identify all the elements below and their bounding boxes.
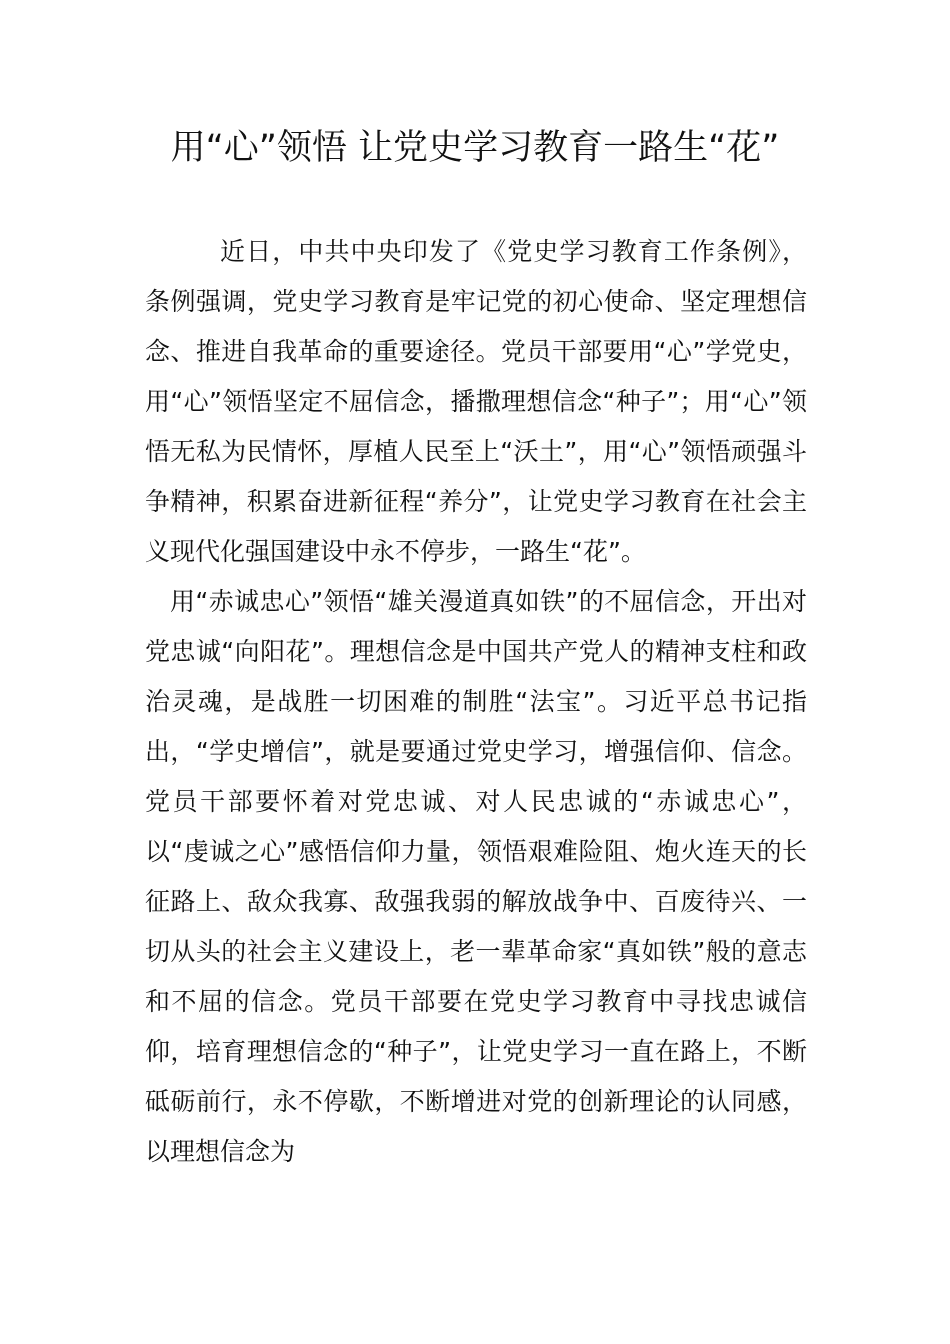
document-body <box>145 227 807 1177</box>
paragraph-2: 用“赤诚忠心”领悟“雄关漫道真如铁”的不屈信念，开出对党忠诚“向阳花”。理想信念是中国共产党人的精神支柱和政治灵魂，是战胜一切困难的制胜“法宝”。习近平总书记指出，“学史增信”，就是要通过党史学习，增强信仰、信念。党员干部要怀着对党忠诚、对人民忠诚的“赤诚忠心”，以“虔诚之心”感悟信仰力量，领悟艰难险阻、炮火连天的长征路上、敌众我寡、敌强我弱的解放战争中、百废待兴、一切从头的社会主义建设上，老一辈革命家“真如铁”般的意志和不屈的信念。党员干部要在党史学习教育中寻找忠诚信仰，培育理想信念的“种子”，让党史学习一直在路上，不断砥砺前行，永不停歇，不断增进对党的创新理论的认同感，以理想信念为 <box>145 587 807 1166</box>
paragraph-1: 近日，中共中央印发了《党史学习教育工作条例》，条例强调，党史学习教育是牢记党的初心使命、坚定理想信念、推进自我革命的重要途径。党员干部要用“心”学党史，用“心”领悟坚定不屈信念，播撒理想信念“种子”；用“心”领悟无私为民情怀，厚植人民至上“沃土”，用“心”领悟顽强斗争精神，积累奋进新征程“养分”，让党史学习教育在社会主义现代化强国建设中永不停步，一路生“花”。 <box>145 237 807 566</box>
document-title: 用“心”领悟 让党史学习教育一路生“花” <box>170 128 780 168</box>
